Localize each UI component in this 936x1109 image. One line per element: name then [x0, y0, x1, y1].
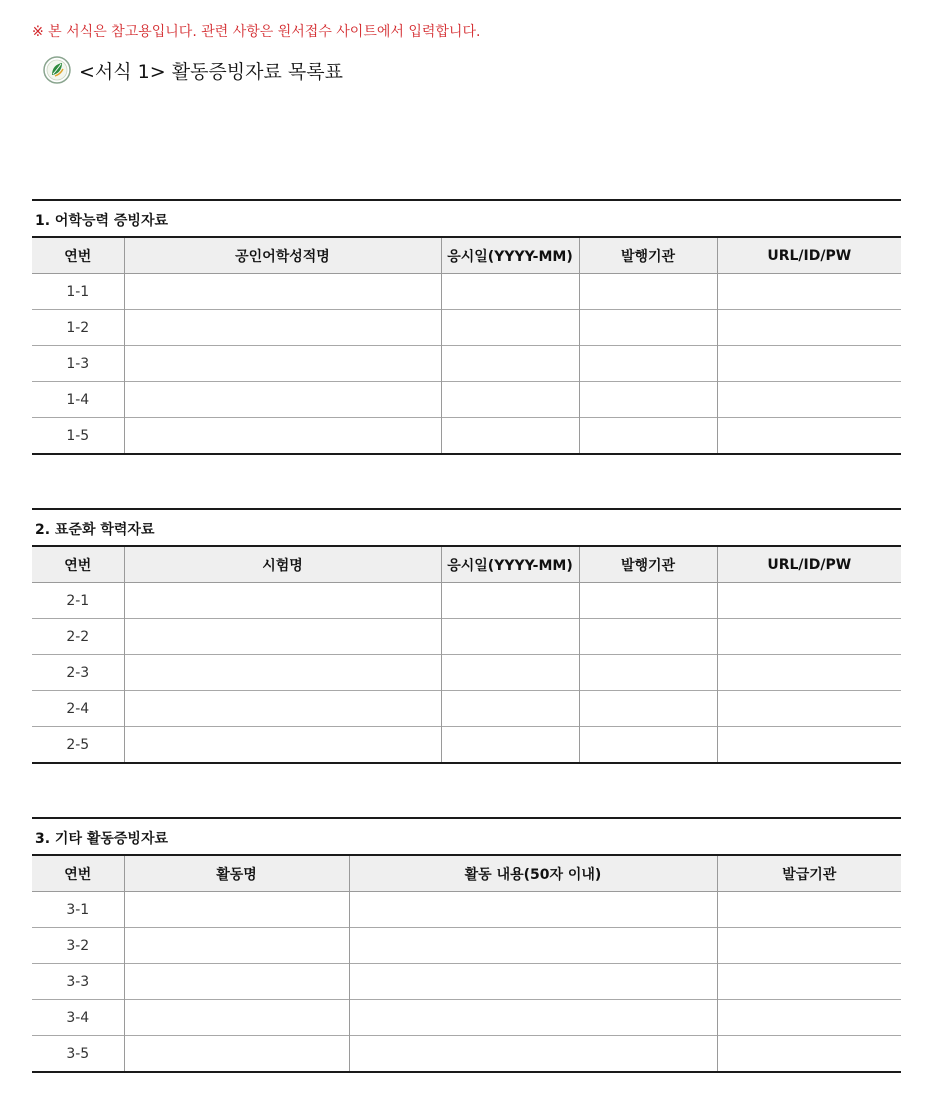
- cell-input[interactable]: [441, 619, 579, 655]
- cell-input[interactable]: [124, 1036, 349, 1073]
- cell-input[interactable]: [124, 892, 349, 928]
- table-row: [32, 418, 901, 455]
- row-number: 3-4: [32, 1000, 124, 1036]
- cell-input[interactable]: [717, 892, 901, 928]
- row-number: 2-4: [32, 691, 124, 727]
- cell-input[interactable]: [579, 382, 717, 418]
- cell-input[interactable]: [349, 892, 717, 928]
- cell-input[interactable]: [441, 691, 579, 727]
- cell-input[interactable]: [349, 1036, 717, 1073]
- leaf-emblem-icon: [43, 56, 71, 84]
- column-header: 발급기관: [717, 855, 901, 892]
- row-number: 3-5: [32, 1036, 124, 1073]
- table-row: [32, 691, 901, 727]
- cell-input[interactable]: [579, 727, 717, 764]
- section-other-activity: [32, 817, 901, 1073]
- cell-input[interactable]: [579, 274, 717, 310]
- column-header: 시험명: [124, 546, 441, 583]
- cell-input[interactable]: [124, 691, 441, 727]
- section-title: 1. 어학능력 증빙자료: [32, 199, 901, 236]
- cell-input[interactable]: [717, 928, 901, 964]
- cell-input[interactable]: [579, 655, 717, 691]
- table-header-row: [32, 855, 901, 892]
- row-number: 1-5: [32, 418, 124, 455]
- table-row: [32, 274, 901, 310]
- column-header: 응시일(YYYY-MM): [441, 237, 579, 274]
- table-row: [32, 583, 901, 619]
- cell-input[interactable]: [717, 346, 901, 382]
- table-row: [32, 382, 901, 418]
- form-title-text: <서식 1> 활동증빙자료 목록표: [79, 60, 343, 83]
- column-header: 활동명: [124, 855, 349, 892]
- column-header: URL/ID/PW: [717, 237, 901, 274]
- row-number: 2-5: [32, 727, 124, 764]
- cell-input[interactable]: [717, 964, 901, 1000]
- cell-input[interactable]: [717, 691, 901, 727]
- cell-input[interactable]: [717, 1000, 901, 1036]
- cell-input[interactable]: [441, 418, 579, 455]
- column-header: 활동 내용(50자 이내): [349, 855, 717, 892]
- cell-input[interactable]: [124, 382, 441, 418]
- column-header: 연번: [32, 546, 124, 583]
- other-activity-table: [32, 854, 901, 1073]
- cell-input[interactable]: [441, 346, 579, 382]
- table-header-row: [32, 237, 901, 274]
- row-number: 3-1: [66, 901, 90, 918]
- cell-input[interactable]: [124, 655, 441, 691]
- cell-input[interactable]: [717, 382, 901, 418]
- cell-input[interactable]: [124, 310, 441, 346]
- cell-input[interactable]: [124, 619, 441, 655]
- cell-input[interactable]: [124, 274, 441, 310]
- table-row: [32, 655, 901, 691]
- section-standardized-test: [32, 508, 901, 764]
- table-row: [32, 619, 901, 655]
- table-row: [32, 1000, 901, 1036]
- section-title: 3. 기타 활동증빙자료: [32, 817, 901, 854]
- row-number: 1-2: [32, 310, 124, 346]
- row-number: 1-1: [66, 283, 90, 300]
- table-row: [32, 346, 901, 382]
- cell-input[interactable]: [124, 346, 441, 382]
- cell-input[interactable]: [441, 382, 579, 418]
- table-row: [32, 1036, 901, 1073]
- cell-input[interactable]: [717, 619, 901, 655]
- cell-input[interactable]: [441, 583, 579, 619]
- cell-input[interactable]: [717, 727, 901, 764]
- cell-input[interactable]: [579, 619, 717, 655]
- column-header: 연번: [32, 237, 124, 274]
- row-number: 1-4: [32, 382, 124, 418]
- cell-input[interactable]: [579, 583, 717, 619]
- table-row: [32, 964, 901, 1000]
- cell-input[interactable]: [124, 583, 441, 619]
- cell-input[interactable]: [349, 964, 717, 1000]
- row-number: 3-3: [32, 964, 124, 1000]
- section-language-proof: [32, 199, 901, 455]
- row-number: 2-1: [66, 592, 90, 609]
- cell-input[interactable]: [124, 418, 441, 455]
- cell-input[interactable]: [349, 928, 717, 964]
- table-row: [32, 928, 901, 964]
- cell-input[interactable]: [717, 418, 901, 455]
- cell-input[interactable]: [579, 418, 717, 455]
- cell-input[interactable]: [124, 964, 349, 1000]
- row-number: 3-2: [32, 928, 124, 964]
- cell-input[interactable]: [717, 274, 901, 310]
- row-number: 2-3: [32, 655, 124, 691]
- notice-text: ※ 본 서식은 참고용입니다. 관련 사항은 원서접수 사이트에서 입력합니다.: [32, 24, 481, 40]
- row-number: 2-2: [32, 619, 124, 655]
- cell-input[interactable]: [717, 655, 901, 691]
- cell-input[interactable]: [124, 928, 349, 964]
- cell-input[interactable]: [441, 310, 579, 346]
- table-row: [32, 892, 901, 928]
- cell-input[interactable]: [349, 1000, 717, 1036]
- section-title: 2. 표준화 학력자료: [32, 508, 901, 545]
- cell-input[interactable]: [441, 655, 579, 691]
- column-header: URL/ID/PW: [717, 546, 901, 583]
- cell-input[interactable]: [441, 274, 579, 310]
- table-row: [32, 310, 901, 346]
- language-proof-table: [32, 236, 901, 455]
- column-header: 응시일(YYYY-MM): [441, 546, 579, 583]
- cell-input[interactable]: [579, 310, 717, 346]
- standardized-test-table: [32, 545, 901, 764]
- cell-input[interactable]: [717, 583, 901, 619]
- cell-input[interactable]: [579, 691, 717, 727]
- table-row: [32, 727, 901, 764]
- cell-input[interactable]: [441, 727, 579, 764]
- cell-input[interactable]: [717, 310, 901, 346]
- cell-input[interactable]: [124, 727, 441, 764]
- column-header: 공인어학성적명: [124, 237, 441, 274]
- column-header: 발행기관: [579, 237, 717, 274]
- column-header: 연번: [32, 855, 124, 892]
- table-header-row: [32, 546, 901, 583]
- row-number: 1-3: [32, 346, 124, 382]
- cell-input[interactable]: [717, 1036, 901, 1073]
- cell-input[interactable]: [579, 346, 717, 382]
- cell-input[interactable]: [124, 1000, 349, 1036]
- column-header: 발행기관: [579, 546, 717, 583]
- form-title: [43, 56, 343, 84]
